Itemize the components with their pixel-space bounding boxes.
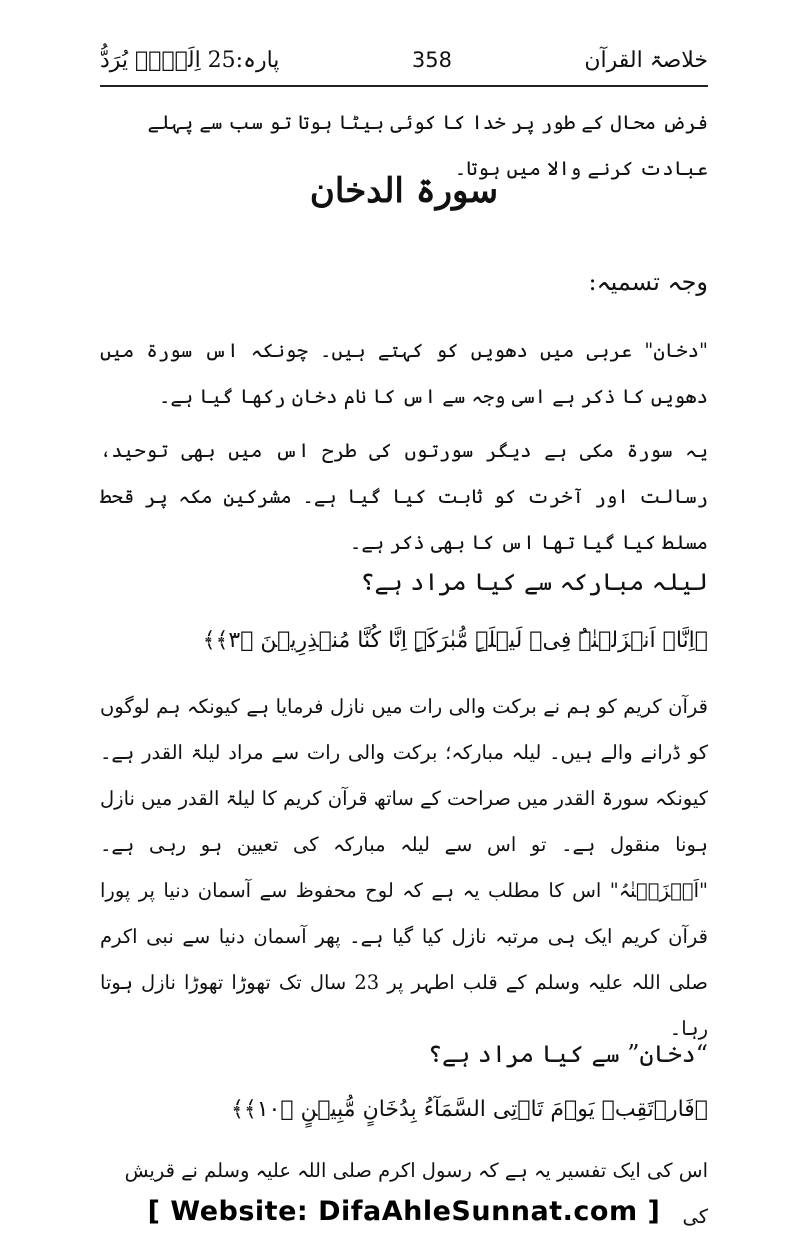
surah-title: سورۃ الدخان xyxy=(309,171,499,211)
smoke-paragraph: اس کی ایک تفسیر یہ ہے کہ رسول اکرم صلی اللہ علیہ وسلم نے قریش کی xyxy=(124,1159,708,1228)
blessed-night-paragraph: قرآن کریم کو ہم نے برکت والی رات میں نازل فرمایا ہے کیونکہ ہم لوگوں کو ڈرانے والے ہیں۔ لیلہ مبارکہ؛ برکت والی رات سے مراد لیلۃ القدر ہے۔ کیونکہ سورۃ القدر میں صراحت کے ساتھ قرآن کریم کا لیلۃ القدر میں نازل ہونا منقول ہے۔ تو اس سے لیلہ مبارکہ کی تعیین ہو رہی ہے۔ "اَنۡزَلۡنٰہُ" اس کا مطلب یہ ہے کہ لوح محفوظ سے آسمان دنیا پر پورا قرآن کریم ایک ہی مرتبہ نازل کیا گیا ہے۔ پھر آسمان دنیا سے نبی اکرم صلی اللہ علیہ وسلم کے قلب اطہر پر 23 سال تک تھوڑا تھوڑا نازل ہوتا رہا۔ xyxy=(100,695,708,1040)
page-header xyxy=(100,40,708,80)
blessed-night-verse: ﴿اِنَّاۤ اَنۡزَلۡنٰہُ فِیۡ لَیۡلَۃٍ مُّبٰرَکَۃٍ اِنَّا کُنَّا مُنۡذِرِیۡنَ ﴿۳﴾﴾ xyxy=(202,628,708,653)
book-title: خلاصۃ القرآن xyxy=(584,47,708,73)
smoke-verse: ﴿فَارۡتَقِبۡ یَوۡمَ تَاۡتِی السَّمَآءُ بِدُخَانٍ مُّبِیۡنٍ ﴿۱۰﴾﴾ xyxy=(230,1097,708,1122)
naming-heading: وجہ تسمیہ: xyxy=(588,268,708,296)
naming-paragraph-2: یہ سورۃ مکی ہے دیگر سورتوں کی طرح اس میں بھی توحید، رسالت اور آخرت کو ثابت کیا گیا ہے۔ مشرکین مکہ پر قحط مسلط کیا گیا تھا اس کا بھی ذکر ہے۔ xyxy=(100,439,708,554)
website-watermark: [ Website: DifaAhleSunnat.com ] xyxy=(147,1196,661,1227)
blessed-night-heading: لیلہ مبارکہ سے کیا مراد ہے؟ xyxy=(360,568,708,596)
intro-line: فرضِ محال کے طور پر خدا کا کوئی بیٹا ہوتا تو سب سے پہلے عبادت کرنے والا میں ہوتا۔ xyxy=(147,111,708,180)
para-label: پارہ:25 اِلَیۡہِ یُرَدُّ xyxy=(100,47,280,73)
smoke-heading: “دخان” سے کیا مراد ہے؟ xyxy=(427,1040,708,1068)
naming-paragraph-1: "دخان" عربی میں دھویں کو کہتے ہیں۔ چونکہ اس سورۃ میں دھویں کا ذکر ہے اسی وجہ سے اس کا نام دخان رکھا گیا ہے۔ xyxy=(100,339,708,408)
page-number: 358 xyxy=(411,48,452,72)
header-divider xyxy=(100,85,708,87)
